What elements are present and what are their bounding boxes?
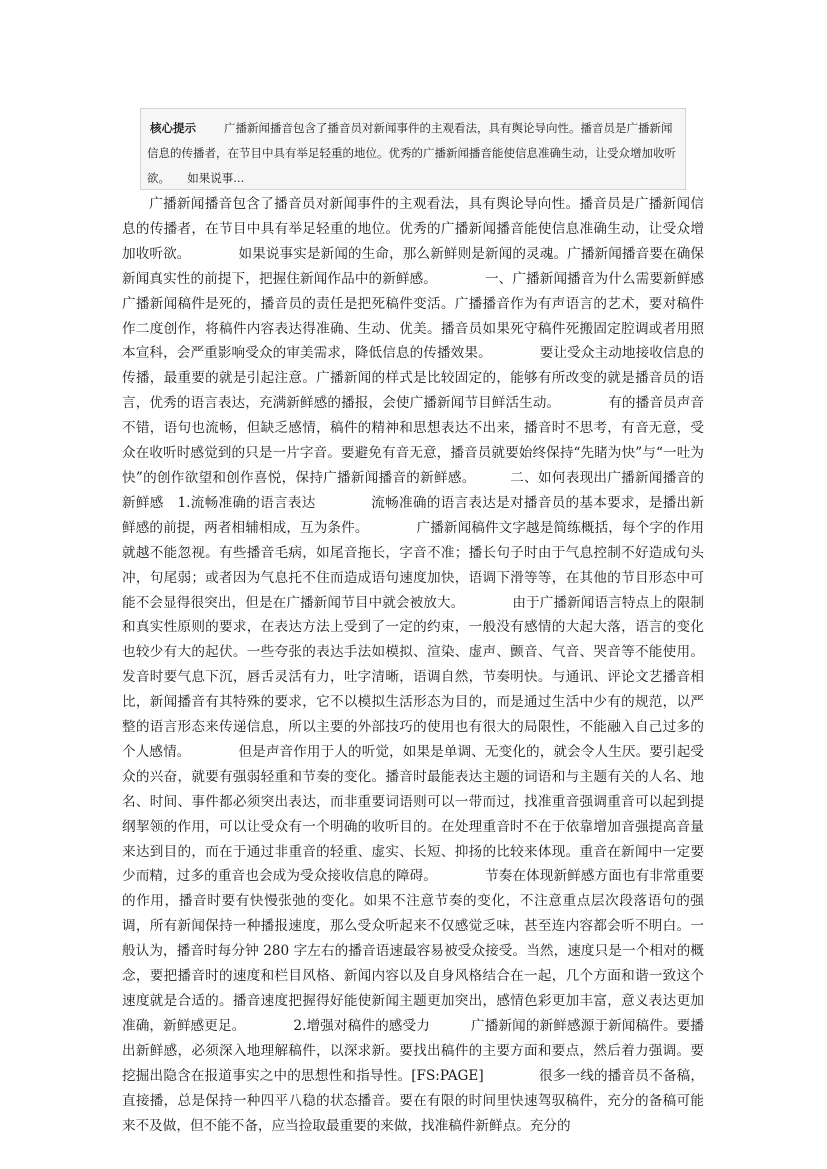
article-text: 广播新闻播音包含了播音员对新闻事件的主观看法，具有舆论导向性。播音员是广播新闻信息的传播者，在节目中具有举足轻重的地位。优秀的广播新闻播音能使信息准确生动，让受众增加收听欲。 如果说事实是新闻的生命，那么新鲜则是新闻的灵魂。广播新闻播音要在确保新闻真实性的前提下，把握住新闻作品中的新鲜感。 一、广播新闻播音为什么需要新鲜感 广播新闻稿件是死的，播音员的责任是把死稿件变活。广播播音作为有声语言的艺术，要对稿件作二度创作，将稿件内容表达得准确、生动、优美。播音员如果死守稿件死搬固定腔调或者用照本宣科，会严重影响受众的审美需求，降低信息的传播效果。 要让受众主动地接收信息的传播，最重要的就是引起注意。广播新闻的样式是比较固定的，能够有所改变的就是播音员的语言，优秀的语言表达，充满新鲜感的播报，会使广播新闻节目鲜活生动。 有的播音员声音不错，语句也流畅，但缺乏感情，稿件的精神和思想表达不出来，播音时不思考，有音无意，受众在收听时感觉到的只是一片字音。要避免有音无意，播音员就要始终保持“先睹为快”与“一吐为快”的创作欲望和创作喜悦，保持广播新闻播音的新鲜感。 二、如何表现出广播新闻播音的新鲜感 1.流畅准确的语言表达 流畅准确的语言表达是对播音员的基本要求，是播出新鲜感的前提，两者相辅相成，互为条件。 广播新闻稿件文字越是简练概括，每个字的作用就越不能忽视。有些播音毛病，如尾音拖长，字音不准；播长句子时由于气息控制不好造成句头冲，句尾弱；或者因为气息托不住而造成语句速度加快，语调下滑等等，在其他的节目形态中可能不会显得很突出，但是在广播新闻节目中就会被放大。 由于广播新闻语言特点上的限制和真实性原则的要求，在表达方法上受到了一定的约束，一般没有感情的大起大落，语言的变化也较少有大的起伏。一些夸张的表达手法如模拟、渲染、虚声、颤音、气音、哭音等不能使用。发音时要气息下沉，唇舌灵活有力，吐字清晰，语调自然，节奏明快。与通讯、评论文艺播音相比，新闻播音有其特殊的要求，它不以模拟生活形态为目的，而是通过生活中少有的规范，以严整的语言形态来传递信息，所以主要的外部技巧的使用也有很大的局限性，不能融入自己过多的个人感情。 但是声音作用于人的听觉，如果是单调、无变化的，就会令人生厌。要引起受众的兴奋，就要有强弱轻重和节奏的变化。播音时最能表达主题的词语和与主题有关的人名、地名、时间、事件都必须突出表达，而非重要词语则可以一带而过，找准重音强调重音可以起到提纲挈领的作用，可以让受众有一个明确的收听目的。在处理重音时不在于依靠增加音强提高音量来达到目的，而在于通过非重音的轻重、虚实、长短、抑扬的比较来体现。重音在新闻中一定要少而精，过多的重音也会成为受众接收信息的障碍。 节奏在体现新鲜感方面也有非常重要的作用，播音时要有快慢张弛的变化。如果不注意节奏的变化，不注意重点层次段落语句的强调，所有新闻保持一种播报速度，那么受众听起来不仅感觉乏味，甚至连内容都会听不明白。一般认为，播音时每分钟 280 字左右的播音语速最容易被受众接受。当然，速度只是一个相对的概念，要把播音时的速度和栏目风格、新闻内容以及自身风格结合在一起，几个方面和谐一致这个速度就是合适的。播音速度把握得好能使新闻主题更加突出，感情色彩更加丰富，意义表达更加准确，新鲜感更足。 2.增强对稿件的感受力 广播新闻的新鲜感源于新闻稿件。要播出新鲜感，必须深入地理解稿件，以深求新。要找出稿件的主要方面和要点，然后着力强调。要挖掘出隐含在报道事实之中的思想性和指导性。[FS:PAGE] 很多一线的播音员不备稿，直接播，总是保持一种四平八稳的状态播音。要在有限的时间里快速驾驭稿件，充分的备稿可能来不及做，但不能不备，应当捡取最重要的来做，找准稿件新鲜点。充分的: [122, 196, 745, 1134]
article-body: [122, 192, 745, 1152]
summary-text: 广播新闻播音包含了播音员对新闻事件的主观看法，具有舆论导向性。播音员是广播新闻信息的传播者，在节目中具有举足轻重的地位。优秀的广播新闻播音能使信息准确生动，让受众增加收听欲。 如果说事...: [147, 121, 676, 185]
summary-label: 核心提示: [150, 121, 196, 135]
core-summary-box: [140, 108, 686, 190]
